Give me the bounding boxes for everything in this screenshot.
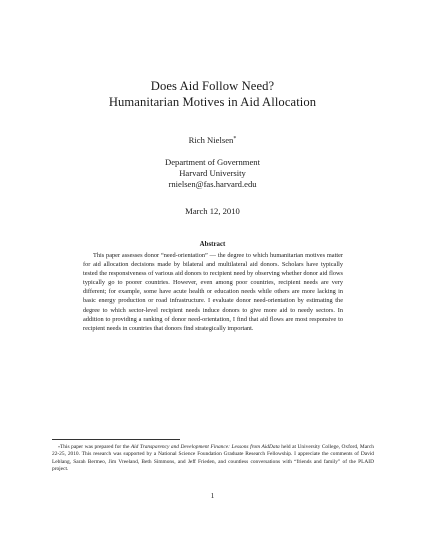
title-line-1: Does Aid Follow Need? — [150, 79, 275, 93]
footnote-text-before: This paper was prepared for the — [60, 444, 131, 450]
footnote — [52, 444, 374, 474]
author-name-line — [0, 135, 425, 146]
author-university: Harvard University — [179, 168, 246, 178]
paper-title — [0, 78, 425, 110]
author-email: rnielsen@fas.harvard.edu — [168, 179, 257, 189]
author-footnote-marker: * — [233, 136, 237, 142]
page-number: 1 — [210, 491, 215, 500]
footnote-marker: * — [58, 444, 60, 450]
title-line-2: Humanitarian Motives in Aid Allocation — [108, 95, 317, 109]
author-department: Department of Government — [165, 157, 260, 167]
paper-date: March 12, 2010 — [185, 206, 240, 216]
author-block — [0, 135, 425, 190]
abstract-body: This paper assesses donor “need-orientation” — the degree to which humanitarian motives matter for aid allocation decisions made by bilateral and multilateral aid donors. Scholars have typically tested the responsiveness of various aid donors to recipient need by observing whether donor aid flows typically go to poorer countries. However, even among poor countries, recipient needs are very different; for example, some have acute health or education needs while others are more lacking in basic energy production or road infrastructure. I evaluate donor need-orientation by estimating the degree to which sector-level recipient needs induce donors to give more aid to needy sectors. In addition to providing a ranking of donor need-orientation, I find that aid flows are most responsive to recipient needs in countries that donors find strategically important. — [83, 252, 343, 332]
footnote-conference: Aid Transparency and Development Finance: Lessons from AidData — [130, 444, 280, 450]
footnote-text-after: held at University College, Oxford, March 22-25, 2010. This research was supported by a National Science Foundation Graduate Research Fellowship. I appreciate the comments of David Leblang, Sarah Bermeo, Jim Vreeland, Beth Simmons, and Jeff Frieden, and countless conversations with “friends and family” of the PLAID project. — [52, 444, 375, 473]
footnote-rule — [52, 439, 180, 440]
author-name: Rich Nielsen — [188, 135, 234, 145]
abstract-heading: Abstract — [199, 241, 226, 248]
